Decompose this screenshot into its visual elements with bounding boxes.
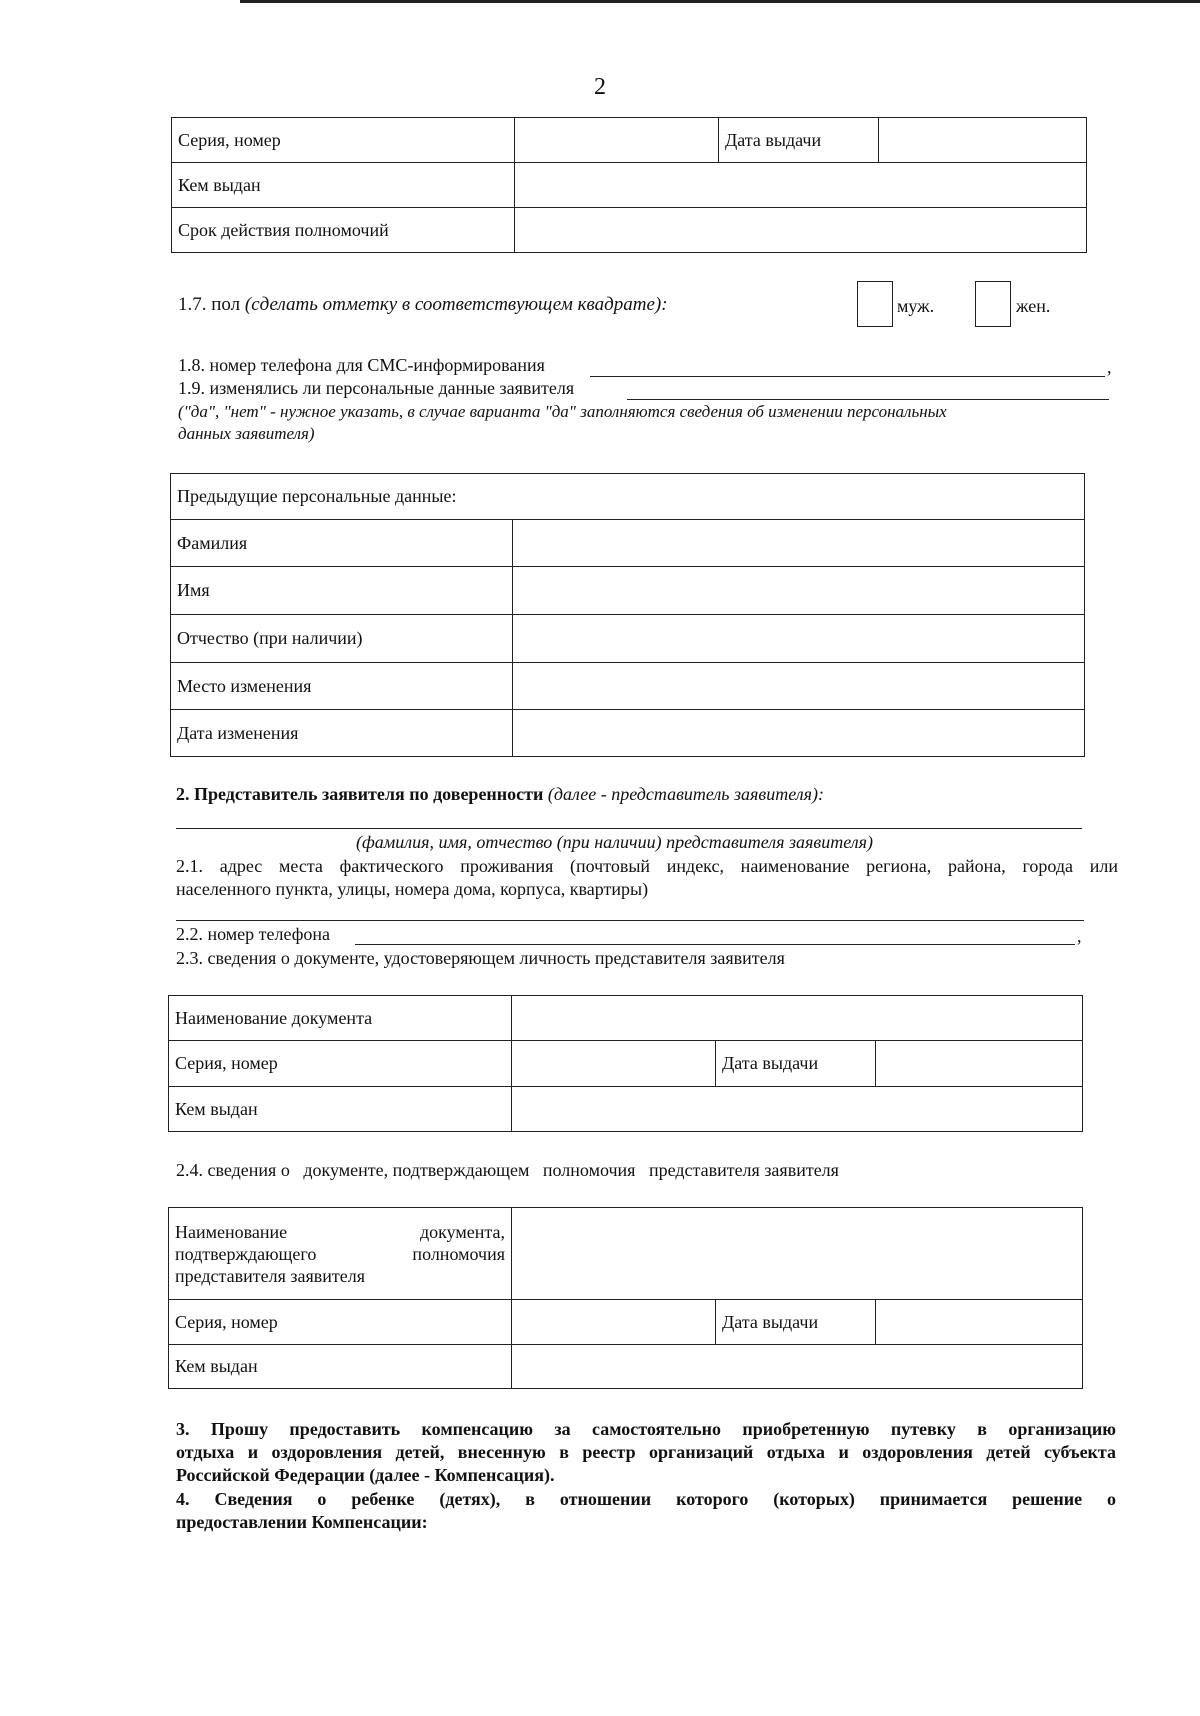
issued-by-field[interactable]	[515, 163, 1087, 208]
change-place-field[interactable]	[513, 663, 1085, 710]
rep-issue-date-label: Дата выдачи	[716, 1041, 876, 1087]
sms-phone-label: 1.8. номер телефона для СМС-информирования	[178, 355, 545, 375]
address-label	[176, 855, 1118, 901]
personal-changed-field[interactable]	[627, 399, 1109, 400]
section4-line-1: 4. Сведения о ребенке (детях), в отношении которого (которых) принимается решение о	[176, 1489, 1116, 1509]
section2-title-italic: (далее - представитель заявителя):	[543, 784, 824, 804]
patronymic-field[interactable]	[513, 615, 1085, 663]
personal-changed-hint-2: данных заявителя)	[178, 424, 315, 443]
section2-title	[176, 784, 824, 805]
representative-id-table	[168, 995, 1083, 1132]
personal-changed-label: 1.9. изменялись ли персональные данные заявителя	[178, 378, 575, 398]
section2-title-bold: 2. Представитель заявителя по доверенности	[176, 784, 544, 804]
gender-label: 1.7. пол	[178, 294, 245, 315]
previous-personal-data-table	[170, 473, 1085, 757]
sms-phone-suffix: ,	[1107, 357, 1112, 377]
rep-issued-by-label: Кем выдан	[169, 1087, 512, 1132]
rep-doc-name-label: Наименование документа	[169, 996, 512, 1041]
rep-issued-by-field[interactable]	[512, 1087, 1083, 1132]
auth-doc-name-line-1: Наименование документа,	[175, 1221, 505, 1242]
validity-label: Срок действия полномочий	[172, 208, 515, 253]
auth-issue-date-label: Дата выдачи	[716, 1300, 876, 1345]
male-label: муж.	[897, 296, 935, 316]
auth-doc-name-label	[169, 1208, 512, 1300]
section4-text	[176, 1488, 1116, 1534]
personal-changed-hint-1: ("да", "нет" - нужное указать, в случае варианта "да" заполняются сведения об изменении персональных	[178, 402, 947, 421]
rep-series-field[interactable]	[512, 1041, 716, 1087]
change-place-label: Место изменения	[171, 663, 513, 710]
personal-changed-row	[178, 378, 574, 399]
sms-phone-field[interactable]	[590, 376, 1105, 377]
female-label: жен.	[1016, 296, 1051, 316]
rep-series-label: Серия, номер	[169, 1041, 512, 1087]
address-label-line-2: населенного пункта, улицы, номера дома, корпуса, квартиры)	[176, 879, 649, 899]
auth-issue-date-field[interactable]	[876, 1300, 1083, 1345]
address-field[interactable]	[176, 920, 1084, 921]
section3-text	[176, 1418, 1116, 1487]
surname-label: Фамилия	[171, 520, 513, 567]
validity-field[interactable]	[515, 208, 1087, 253]
page-number: 2	[594, 74, 606, 100]
auth-doc-name-line-2: подтверждающего полномочия	[175, 1243, 505, 1264]
series-number-label: Серия, номер	[172, 118, 515, 163]
issue-date-label: Дата выдачи	[719, 118, 879, 163]
auth-doc-name-field[interactable]	[512, 1208, 1083, 1300]
rep-phone-label: 2.2. номер телефона	[176, 924, 331, 944]
name-field[interactable]	[513, 567, 1085, 615]
auth-doc-name-line-3: представителя заявителя	[175, 1265, 365, 1286]
auth-issued-by-field[interactable]	[512, 1345, 1083, 1389]
rep-phone-field[interactable]	[355, 944, 1075, 945]
rep-id-doc-label: 2.3. сведения о документе, удостоверяющем личность представителя заявителя	[176, 948, 785, 968]
auth-issued-by-label: Кем выдан	[169, 1345, 512, 1389]
section4-line-2: предоставлении Компенсации:	[176, 1512, 428, 1532]
issue-date-field[interactable]	[879, 118, 1087, 163]
change-date-field[interactable]	[513, 710, 1085, 757]
gender-hint: (сделать отметку в соответствующем квадрате):	[244, 294, 668, 315]
name-label: Имя	[171, 567, 513, 615]
rep-auth-doc-label: 2.4. сведения о документе, подтверждающем полномочия представителя заявителя	[176, 1160, 839, 1180]
auth-series-field[interactable]	[512, 1300, 716, 1345]
previous-data-header: Предыдущие персональные данные:	[171, 474, 1085, 520]
female-checkbox[interactable]	[975, 281, 1011, 327]
applicant-document-table	[171, 117, 1087, 253]
surname-field[interactable]	[513, 520, 1085, 567]
section3-line-1: 3. Прошу предоставить компенсацию за самостоятельно приобретенную путевку в организацию	[176, 1419, 1116, 1439]
rep-doc-name-field[interactable]	[512, 996, 1083, 1041]
rep-issue-date-field[interactable]	[876, 1041, 1083, 1087]
representative-name-caption: (фамилия, имя, отчество (при наличии) представителя заявителя)	[356, 832, 873, 852]
top-border-line	[240, 0, 1200, 3]
section3-line-2: отдыха и оздоровления детей, внесенную в реестр организаций отдыха и оздоровления детей субъекта	[176, 1442, 1116, 1462]
section3-line-3: Российской Федерации (далее - Компенсация).	[176, 1465, 555, 1485]
male-checkbox[interactable]	[857, 281, 893, 327]
rep-phone-suffix: ,	[1077, 926, 1082, 946]
change-date-label: Дата изменения	[171, 710, 513, 757]
auth-series-label: Серия, номер	[169, 1300, 512, 1345]
patronymic-label: Отчество (при наличии)	[171, 615, 513, 663]
series-number-field[interactable]	[515, 118, 719, 163]
sms-phone-row	[178, 355, 545, 376]
issued-by-label: Кем выдан	[172, 163, 515, 208]
representative-authority-table	[168, 1207, 1083, 1389]
address-label-line-1: 2.1. адрес места фактического проживания (почтовый индекс, наименование региона, района, города или	[176, 856, 1118, 876]
representative-name-field[interactable]	[176, 828, 1082, 829]
gender-question	[178, 294, 668, 316]
